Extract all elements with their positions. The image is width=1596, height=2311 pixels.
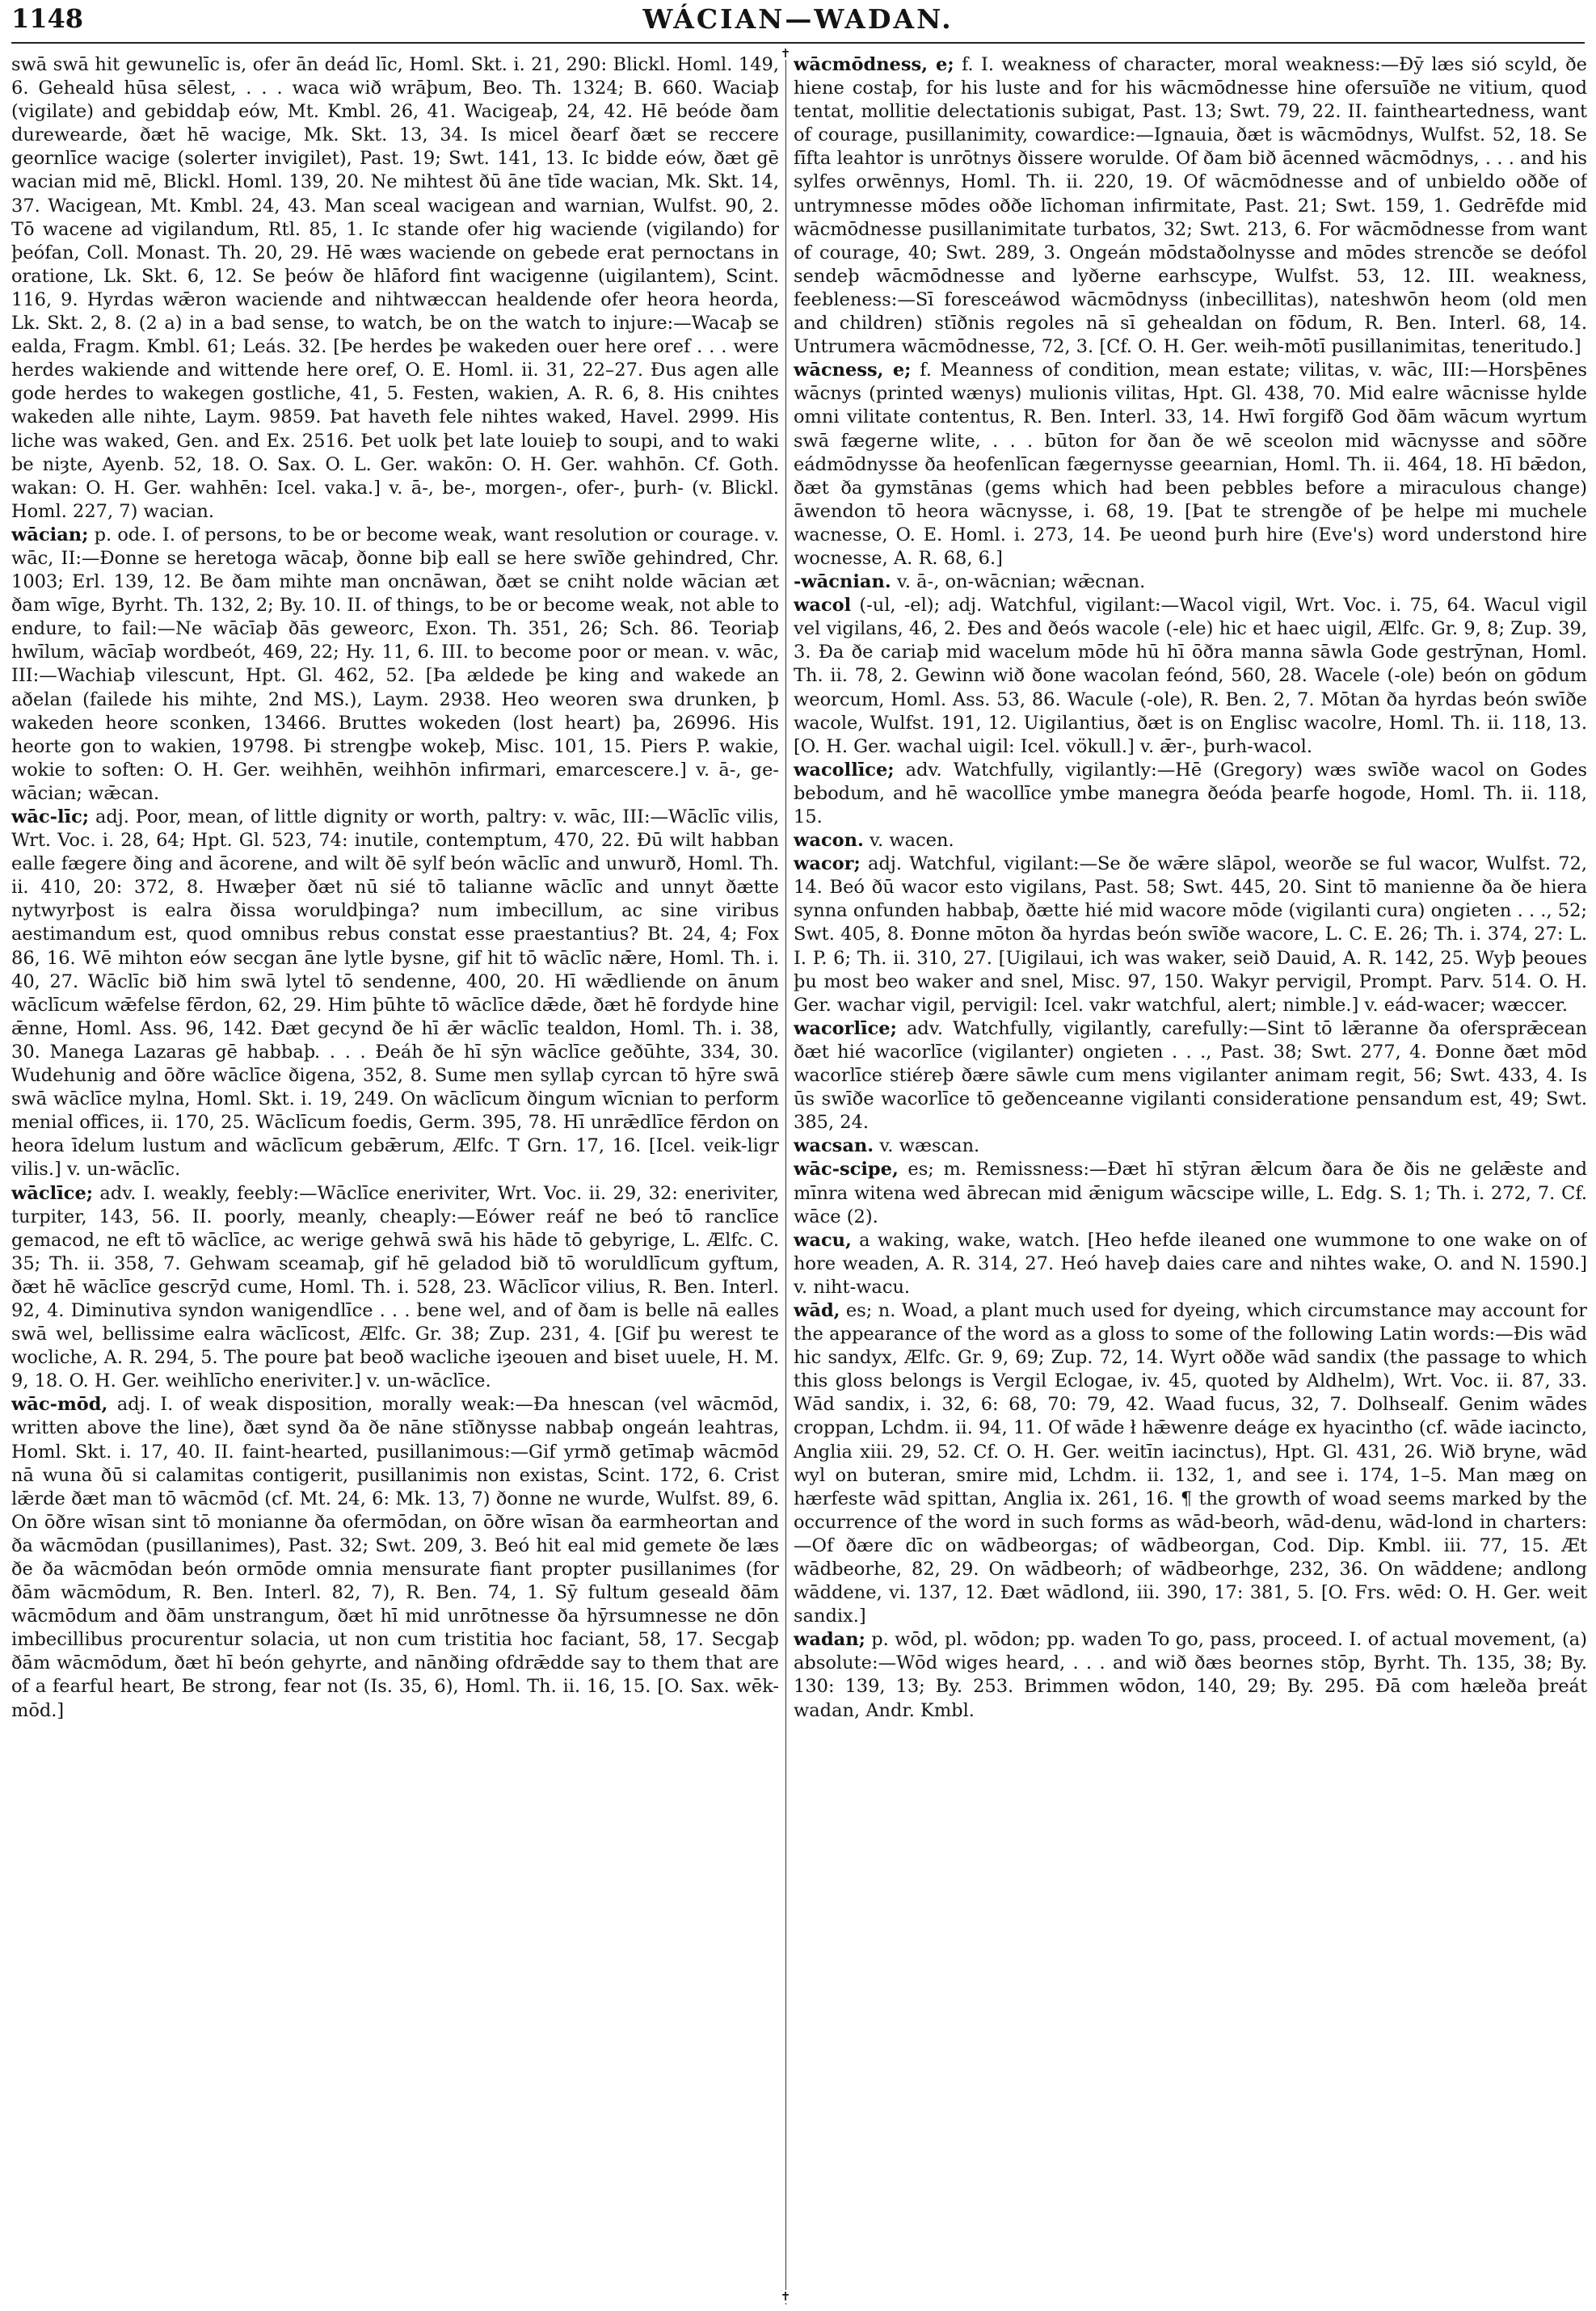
entry-headword: wāc-scipe, — [794, 1159, 899, 1181]
entry-headword: wadan; — [794, 1629, 865, 1651]
dictionary-entry — [794, 359, 1587, 570]
entry-headword: wacor; — [794, 853, 861, 875]
entry-definition: v. wacen. — [870, 830, 954, 852]
dictionary-entry — [794, 570, 1587, 594]
entry-definition: adj. I. of weak disposition, morally weak:—Ða hnescan (vel wācmōd, written above the line), ðæt synd ða ðe nāne stīðnysse nabbaþ ongeán leahtras, Homl. Skt. i. 17, 40. II. faint-hearted, pusillanimous:—Gif yrmð getīmaþ wācmōd nā wuna ðū si calamitas contigerit, pusillanimis non existas, Scint. 172, 6. Crist lǣrde ðæt man tō wācmōd (cf. Mt. 24, 6: Mk. 13, 7) ðonne ne wurde, Wulfst. 89, 6. On ōðre wīsan sint tō monianne ða ofermōdan, on ōðre wīsan ða earmheortan and ða wācmōdan (pusillanimes), Past. 32; Swt. 209, 3. Beó hit eal mid gemete ðe læs ðe ða wācmōdan beón ormōde omnia mensurate fiant propter pusillanimes (for ðām wācmōdum, R. Ben. Interl. 82, 7), R. Ben. 74, 1. Sȳ fultum geseald ðām wācmōdum and ðām unstrangum, ðæt hī mid unrōtnesse ða hȳrsumnesse ne dōn imbecillibus procurentur solacia, ut non cum tristitia hoc faciant, 58, 17. Secgaþ ðām wācmōdum, ðæt hī beón gehyrte, and nānðing ofdrǣdde say to them that are of a fearful heart, Be strong, fear not (Is. 35, 6), Homl. Th. ii. 16, 15. [O. Sax. wēk-mōd.] — [11, 1394, 779, 1721]
dictionary-entry — [794, 594, 1587, 759]
dictionary-entry — [794, 1628, 1587, 1722]
entry-headword: wacol — [794, 595, 852, 617]
cross-ornament-icon: ✝ — [780, 46, 791, 61]
entry-definition: adj. Watchful, vigilant:—Se ðe wǣre slāpol, weorðe se ful wacor, Wulfst. 72, 14. Beó ðū wacor esto vigilans, Past. 58; Swt. 445, 20. Sint tō manienne ða ðe hiera synna onfunden habbaþ, ðætte hié mid wacore mōde (vigilanti cura) ongieten . . ., 52; Swt. 405, 8. Ðonne mōton ða hyrdas beón swīðe wacore, L. C. E. 26; Th. i. 374, 27: L. I. P. 6; Th. ii. 310, 27. [Uigilaui, ich was waker, seið Dauid, A. R. 142, 25. Wyþ þeoues þu most beo waker and snel, Misc. 97, 150. Wakyr pervigil, Prompt. Parv. 514. O. H. Ger. wachar vigil, pervigil: Icel. vakr watchful, alert; nimble.] v. eád-wacer; wæccer. — [794, 853, 1587, 1016]
dictionary-entry — [794, 852, 1587, 1017]
entry-headword: wāc-līc; — [11, 806, 90, 827]
dictionary-entry — [11, 53, 779, 524]
cross-ornament-icon: ✝ — [780, 2289, 791, 2304]
entry-headword: wacorlīce; — [794, 1017, 897, 1039]
entry-headword: wacu, — [794, 1229, 852, 1251]
dictionary-entry — [794, 1229, 1587, 1299]
entry-definition: adv. I. weakly, feebly:—Wāclīce eneriviter, Wrt. Voc. ii. 29, 32: eneriviter, turpiter, 143, 56. II. poorly, meanly, cheaply:—Eówer reáf ne beó tō ranclīce gemacod, ne eft tō wāclīce, ac werige gehwā swā his hāde tō gebyrige, L. Ælfc. C. 35; Th. ii. 358, 7. Gehwam sceamaþ, gif hē geladod bið tō woruldlīcum gyftum, ðæt hē wāclīce gescrȳd cume, Homl. Th. i. 528, 23. Wāclīcor vilius, R. Ben. Interl. 92, 4. Diminutiva syndon wanigendlīce . . . bene wel, and of ðam is belle nā ealles swā wel, bellissime ealra wāclīcost, Ælfc. Gr. 38; Zup. 231, 4. [Gif þu werest te wocliche, A. R. 294, 5. The poure þat beoð wacliche iȝeouen and biset uuele, H. M. 9, 18. O. H. Ger. weihlīcho eneriviter.] v. un-wāclīce. — [11, 1182, 779, 1392]
entry-headword: wād, — [794, 1299, 840, 1321]
header-rule — [11, 42, 1585, 44]
dictionary-entry — [11, 1182, 779, 1394]
dictionary-entry — [794, 1158, 1587, 1228]
entry-definition: v. ā-, on-wācnian; wǣcnan. — [896, 571, 1146, 593]
page-header — [11, 3, 1585, 40]
entry-definition: (-ul, -el); adj. Watchful, vigilant:—Wacol vigil, Wrt. Voc. i. 75, 64. Wacul vigil vel vigilans, 46, 2. Ðes and ðeós wacole (-ele) hic et haec uigil, Ælfc. Gr. 9, 8; Zup. 39, 3. Ða ðe cariaþ mid wacelum mōde hū hī ōðra manna sāwla Gode gestrȳnan, Homl. Th. ii. 78, 2. Gewinn wið ðone wacolan feónd, 560, 28. Wacele (-ole) beón on gōdum weorcum, Homl. Ass. 53, 86. Wacule (-ole), R. Ben. 2, 7. Mōtan ða hyrdas beón swīðe wacole, Wulfst. 191, 12. Uigilantius, ðæt is on Englisc wacolre, Homl. Th. ii. 118, 13. [O. H. Ger. wachal uigil: Icel. vökull.] v. ǣr-, þurh-wacol. — [794, 595, 1587, 757]
column-divider — [785, 50, 786, 2305]
dictionary-entry — [794, 759, 1587, 829]
entry-headword: wāc-mōd, — [11, 1394, 108, 1416]
entry-definition: es; n. Woad, a plant much used for dyeing, which circumstance may account for the appearance of the word as a gloss to some of the following Latin words:—Ðis wād hic sandyx, Ælfc. Gr. 9, 69; Zup. 72, 14. Wyrt oððe wād sandix (the passage to which this gloss belongs is Vergil Eclogae, iv. 45, quoted by Aldhelm), Wrt. Voc. ii. 87, 33. Wād sandix, i. 32, 6: 68, 70: 79, 42. Waad fucus, 32, 7. Dolhsealf. Genim wādes croppan, Lchdm. ii. 94, 11. Of wāde ł hǣwenre deáge ex hyacintho (cf. wāde iacincto, Anglia xiii. 29, 52. Cf. O. H. Ger. weitīn iacinctus), Hpt. Gl. 431, 26. Wið bryne, wād wyl on buteran, smire mid, Lchdm. ii. 132, 1, and see i. 174, 1–5. Man mæg on hærfeste wād spittan, Anglia ix. 261, 16. ¶ the growth of woad seems marked by the occurrence of the word in such forms as wād-beorh, wād-denu, wād-lond in charters:—Of ðære dīc on wādbeorgas; of wādbeorgan, Cod. Dip. Kmbl. iii. 77, 15. Æt wādbeorhe, 82, 29. On wādbeorh; of wādbeorhge, 232, 36. On wāddene; andlong wāddene, vi. 137, 12. Ðæt wādlond, iii. 390, 17: 381, 5. [O. Frs. wēd: O. H. Ger. weit sandix.] — [794, 1299, 1587, 1627]
entry-headword: -wācnian. — [794, 571, 891, 593]
dictionary-entry — [794, 1299, 1587, 1628]
entry-definition: swā swā hit gewunelīc is, ofer ān deád līc, Homl. Skt. i. 21, 290: Blickl. Homl. 149, 6. Geheald hūsa sēlest, . . . waca wið wrāþum, Beo. Th. 1324; B. 660. Waciaþ (vigilate) and gebiddaþ eów, Mt. Kmbl. 26, 41. Wacigeaþ, 24, 42. Hē beóde ðam durewearde, ðæt hē wacige, Mk. Skt. 13, 34. Is micel ðearf ðæt se reccere geornlīce wacige (solerter invigilet), Past. 19; Swt. 141, 13. Ic bidde eów, ðæt gē wacian mid mē, Blickl. Homl. 139, 20. Ne mihtest ðū āne tīde wacian, Mk. Skt. 14, 37. Wacigean, Mt. Kmbl. 24, 43. Man sceal wacigean and warnian, Wulfst. 90, 2. Tō wacene ad vigilandum, Rtl. 85, 1. Ic stande ofer hig waciende (vigilando) for þeófan, Coll. Monast. Th. 20, 29. Hē wæs waciende on gebede erat pernoctans in oratione, Lk. Skt. 6, 12. Se þeów ðe hlāford fint wacigenne (uigilantem), Scint. 116, 9. Hyrdas wǣron waciende and nihtwæccan healdende ofer heora heorda, Lk. Skt. 2, 8. (2 a) in a bad sense, to watch, be on the watch to injure:—Wacaþ se ealda, Fragm. Kmbl. 61; Leás. 32. [Þe herdes þe wakeden ouer here oref . . . were herdes wakiende and wittende here oref, O. E. Homl. ii. 31, 22–27. Ðus agen alle gode herdes to wakegen gostliche, 41, 5. Festen, wakien, A. R. 6, 8. His cnihtes wakeden alle nihte, Laym. 9859. Þat haveth fele nihtes waked, Havel. 2999. His liche was waked, Gen. and Ex. 2516. Þet uolk þet late louieþ to soupi, and to waki be niȝte, Ayenb. 52, 18. O. Sax. O. L. Ger. wakōn: O. H. Ger. wahhōn. Cf. Goth. wakan: O. H. Ger. wahhēn: Icel. vaka.] v. ā-, be-, morgen-, ofer-, þurh- (v. Blickl. Homl. 227, 7) wacian. — [11, 54, 779, 522]
entry-headword: wācmōdness, e; — [794, 54, 954, 75]
entry-definition: adv. Watchfully, vigilantly, carefully:—Sint tō lǣranne ða ofersprǣcean ðæt hié wacorlīce (vigilanter) ongieten . . ., Past. 38; Swt. 277, 4. Ðonne ðæt mōd wacorlīce stiéreþ ðære sāwle cum mens vigilanter animam regit, 56; Swt. 433, 4. Is ūs swīðe wacorlīce tō geðenceanne vigilanti consideratione pensandum est, 49; Swt. 385, 24. — [794, 1017, 1587, 1134]
entry-headword: wacon. — [794, 830, 864, 852]
entry-definition: f. I. weakness of character, moral weakness:—Ðȳ læs sió scyld, ðe hiene costaþ, for his luste and for his wācmōdnesse hine ofersuīðe ne vitium, quod tentat, mollitie delectationis subigat, Past. 13; Swt. 79, 22. II. faintheartedness, want of courage, pusillanimity, cowardice:—Ignauia, ðæt is wācmōdnys, Wulfst. 52, 18. Se fīfta leahtor is unrōtnys ðissere worulde. Of ðam bið ācenned wācmōdnys, . . . and his sylfes orwēnnys, Homl. Th. ii. 220, 19. Of wācmōdnesse and of unbieldo oððe of untrymnesse mōdes oððe līchoman infirmitate, Past. 21; Swt. 159, 1. Gedrēfde mid wācmōdnesse pusillanimitate turbatos, 32; Swt. 213, 6. For wācmōdnesse from want of courage, 40; Swt. 289, 3. Ongeán mōdstaðolnysse and mōdes strencðe se deófol sendeþ wācmōdnesse and lyðerne earhscype, Wulfst. 53, 12. III. weakness, feebleness:—Sī foresceáwod wācmōdnyss (inbecillitas), nateshwōn heom (old men and children) stīðnis regoles nā sī gehealdan on fōdum, R. Ben. Interl. 68, 14. Untrumera wācmōdnesse, 72, 3. [Cf. O. H. Ger. weih-mōtī pusillanimitas, teneritudo.] — [794, 54, 1587, 358]
entry-headword: wacsan. — [794, 1135, 874, 1157]
dictionary-entry — [11, 806, 779, 1182]
entry-definition: adv. Watchfully, vigilantly:—Hē (Gregory) wæs swīðe wacol on Godes bebodum, and hē wacollīce ymbe manegra ðeóda þearfe hogode, Homl. Th. ii. 118, 15. — [794, 759, 1587, 827]
dictionary-entry — [794, 53, 1587, 359]
dictionary-entry — [11, 1393, 779, 1722]
entry-headword: wacollīce; — [794, 759, 895, 781]
dictionary-entry — [794, 1134, 1587, 1158]
entry-definition: a waking, wake, watch. [Heo hefde ileaned one wummone to one wake on of hore weaden, A. R. 314, 27. Heó haveþ daies care and nihtes wake, O. and N. 1590.] v. niht-wacu. — [794, 1229, 1587, 1298]
entry-definition: p. wōd, pl. wōdon; pp. waden To go, pass, proceed. I. of actual movement, (a) absolute:—Wōd wiges heard, . . . and wið ðæs beornes stōp, Byrht. Th. 135, 38; By. 130: 139, 13; By. 253. Brimmen wōdon, 140, 29; By. 295. Ðā com hæleða þreát wadan, Andr. Kmbl. — [794, 1629, 1587, 1721]
dictionary-entry — [794, 1017, 1587, 1134]
entry-definition: f. Meanness of condition, mean estate; vilitas, v. wāc, III:—Horsþēnes wācnys (printed wænys) mulionis vilitas, Hpt. Gl. 438, 70. Mid ealre wācnisse hylde omni vilitate contentus, R. Ben. Interl. 33, 14. Hwī forgifð God ðām wācum wyrtum swā fægerne wlite, . . . būton for ðan ðe wē sceolon mid wācnysse and sōðre eádmōdnysse ða heofenlīcan fægernysse geearnian, Homl. Th. ii. 464, 18. Hī bǣdon, ðæt ða gymstānas (gems which had been pebbles before a miraculous change) āwendon tō heora wācnysse, i. 68, 19. [Þat te strengðe of þe helpe mi muchele wacnesse, O. E. Homl. i. 273, 14. Þe ueond þurh hire (Eve's) word understond hire wocnesse, A. R. 68, 6.] — [794, 360, 1587, 569]
entry-definition: adj. Poor, mean, of little dignity or worth, paltry: v. wāc, III:—Wāclīc vilis, Wrt. Voc. i. 28, 64; Hpt. Gl. 523, 74: inutile, contemptum, 470, 22. Ðū wilt habban ealle fægere ðing and ācorene, and wilt ðē sylf beón wāclīc and unwurð, Homl. Th. ii. 410, 20: 372, 8. Hwæþer ðæt nū sié tō talianne wāclīc and unnyt ðætte nytwyrþost is ealra ðissa woruldþinga? num imbecillum, ac sine viribus aestimandum est, quod omnibus rebus constat esse praestantius? Bt. 24, 4; Fox 86, 16. Wē mihton eów secgan āne lytle bysne, gif hit tō wāclīc nǣre, Homl. Th. i. 40, 27. Wāclīc bið him swā lytel tō sendenne, 400, 20. Hī wǣdliende on ānum wāclīcum wǣfelse fērdon, 62, 29. Him þūhte tō wāclīce dǣde, ðæt hē fordyde hine ǣnne, Homl. Ass. 96, 142. Ðæt gecynd ðe hī ǣr wāclīc tealdon, Homl. Th. i. 38, 30. Manega Lazaras gē habbaþ. . . . Ðeáh ðe hī sȳn wāclīce geðūhte, 334, 30. Wudehunig and ōðre wāclīce ðigena, 352, 8. Sume men syllaþ cyrcan tō hȳre swā swā wāclīce mylna, Homl. Skt. i. 19, 249. On wāclīcum ðingum wīcnian to perform menial offices, ii. 170, 25. Wāclīcum foedis, Germ. 395, 78. Hī unrǣdlīce fērdon on heora īdelum lustum and wāclīcum gebǣrum, Ælfc. T Grn. 17, 16. [Icel. veik-ligr vilis.] v. un-wāclīc. — [11, 806, 779, 1181]
entry-headword: wācian; — [11, 524, 89, 545]
left-column — [11, 53, 779, 2303]
page-number: 1148 — [11, 3, 84, 34]
dictionary-entry — [794, 829, 1587, 852]
entry-headword: wāclīce; — [11, 1182, 94, 1204]
entry-definition: v. wæscan. — [879, 1135, 980, 1157]
page-title: WÁCIAN—WADAN. — [642, 3, 954, 35]
dictionary-entry — [11, 524, 779, 806]
right-column — [794, 53, 1587, 2303]
entry-headword: wācness, e; — [794, 360, 912, 381]
entry-definition: es; m. Remissness:—Ðæt hī stȳran ǣlcum ðara ðe ðis ne gelǣste and mīnra witena wed ābrecan mid ǣnigum wācscipe wille, L. Edg. S. 1; Th. i. 272, 7. Cf. wāce (2). — [794, 1159, 1587, 1227]
entry-definition: p. ode. I. of persons, to be or become weak, want resolution or courage. v. wāc, II:—Ðonne se heretoga wācaþ, ðonne biþ eall se here swīðe gehindred, Chr. 1003; Erl. 139, 12. Be ðam mihte man oncnāwan, ðæt se cniht nolde wācian æt ðam wīge, Byrht. Th. 132, 2; By. 10. II. of things, to be or become weak, not able to endure, to fail:—Ne wācīaþ ðās geweorc, Exon. Th. 351, 26; Sch. 86. Teoriaþ hwīlum, wācīaþ wordbeót, 469, 22; Hy. 11, 6. III. to become poor or mean. v. wāc, III:—Wachiaþ vilescunt, Hpt. Gl. 462, 52. [Þa ældede þe king and wakede an aðelan (failede his mihte, 2nd MS.), Laym. 2938. Heo weoren swa drunken, þ wakeden heore sconken, 13466. Bruttes wokeden (lost heart) þa, 26996. His heorte gon to wakien, 19798. Þi strengþe wokeþ, Misc. 101, 15. Piers P. wakie, wokie to soften: O. H. Ger. weihhēn, weihhōn infirmari, emarcescere.] v. ā-, ge-wācian; wǣcan. — [11, 524, 779, 804]
